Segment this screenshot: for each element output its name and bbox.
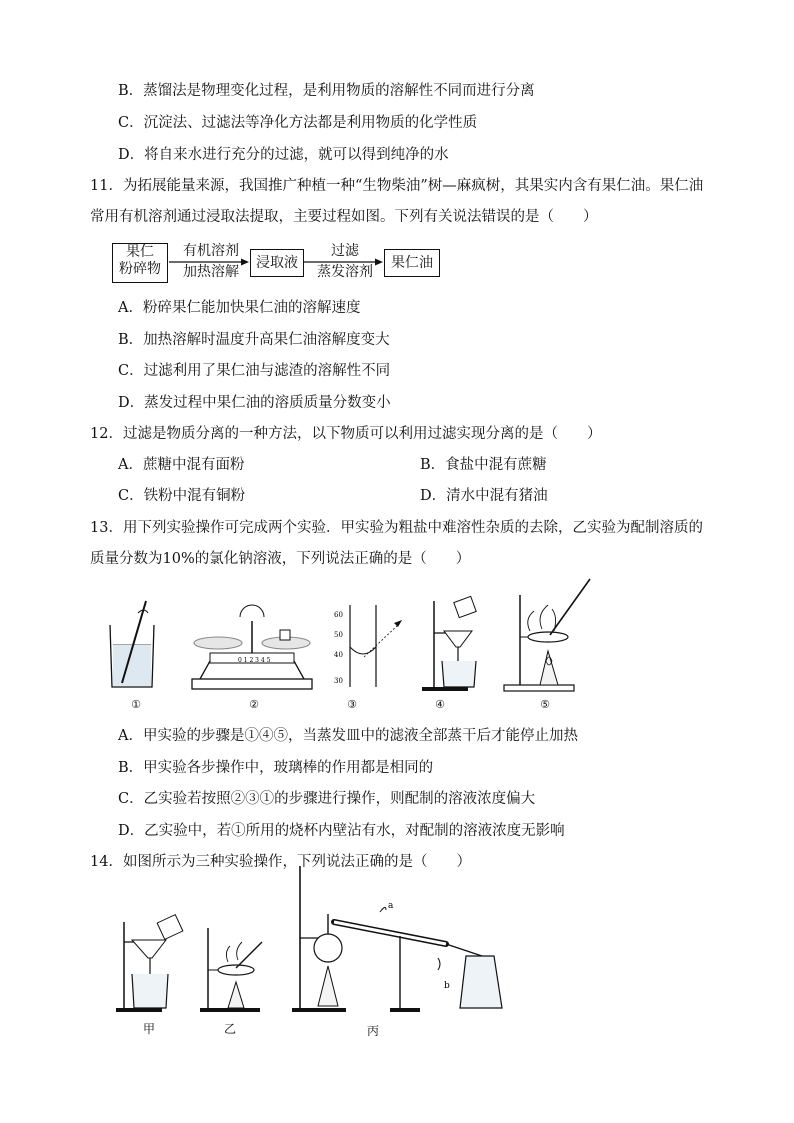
svg-text:60: 60 (334, 611, 343, 619)
svg-text:0 1 2 3 4 5: 0 1 2 3 4 5 (238, 657, 271, 664)
q13-option-a: A．甲实验的步骤是①④⑤，当蒸发皿中的滤液全部蒸干后才能停止加热 (118, 728, 578, 744)
flow-arrow2-top-label: 过滤 (331, 243, 359, 259)
svg-text:30: 30 (334, 677, 343, 685)
q13-stem-line1: 13．用下列实验操作可完成两个实验．甲实验为粗盐中难溶性杂质的去除，乙实验为配制溶质的 (90, 520, 703, 536)
q11-option-c: C．过滤利用了果仁油与滤渣的溶解性不同 (118, 363, 391, 379)
q14-apparatus-figure (110, 862, 510, 1022)
q12-option-a: A．蔗糖中混有面粉 (118, 457, 245, 473)
q13-option-c: C．乙实验若按照②③①的步骤进行操作，则配制的溶液浓度偏大 (118, 791, 536, 807)
q13-caption-1: ① (131, 698, 141, 711)
q13-option-b: B．甲实验各步操作中，玻璃棒的作用都是相同的 (118, 760, 434, 776)
q10-option-d: D．将自来水进行充分的过滤，就可以得到纯净的水 (118, 147, 449, 163)
flow-box-raw: 果仁 粉碎物 (112, 243, 168, 283)
q12-option-c: C．铁粉中混有铜粉 (118, 488, 246, 504)
q10-option-c: C．沉淀法、过滤法等净化方法都是利用物质的化学性质 (118, 115, 478, 131)
q14-caption-bing: 丙 (366, 1024, 379, 1038)
q13-stem-line2: 质量分数为10%的氯化钠溶液，下列说法正确的是（ ） (90, 551, 471, 567)
q11-option-a: A．粉碎果仁能加快果仁油的溶解速度 (118, 300, 361, 316)
evaporation-illustration (504, 579, 590, 691)
q13-caption-3: ③ (347, 698, 357, 711)
flow-box-extract: 浸取液 (250, 249, 304, 277)
q13-caption-2: ② (249, 698, 259, 711)
q11-stem-line1: 11．为拓展能量来源，我国推广种植一种“生物柴油”树—麻疯树，其果实内含有果仁油。果仁油 (90, 178, 704, 194)
q10-option-b: B．蒸馏法是物理变化过程，是利用物质的溶解性不同而进行分离 (118, 83, 535, 99)
q13-caption-4: ④ (435, 698, 445, 711)
svg-text:50: 50 (334, 631, 343, 639)
q12-stem: 12．过滤是物质分离的一种方法，以下物质可以利用过滤实现分离的是（ ） (90, 426, 602, 442)
flow-box-oil: 果仁油 (384, 249, 440, 277)
q14-caption-jia: 甲 (142, 1022, 155, 1036)
evaporation-apparatus-yi (200, 928, 262, 1012)
q14-stem: 14．如图所示为三种实验操作，下列说法正确的是（ ） (90, 854, 471, 870)
distillation-apparatus-bing (292, 866, 502, 1012)
filtration-apparatus-jia (116, 915, 183, 1012)
q11-option-b: B．加热溶解时温度升高果仁油溶解度变大 (118, 332, 390, 348)
q12-option-b: B．食盐中混有蔗糖 (420, 457, 547, 473)
svg-text:40: 40 (334, 651, 343, 659)
q13-caption-5: ⑤ (540, 698, 550, 711)
balance-illustration (192, 605, 312, 689)
flow-arrow1-bottom-label: 加热溶解 (183, 264, 239, 280)
q14-caption-yi: 乙 (223, 1022, 236, 1036)
beaker-stirring-illustration (110, 601, 154, 687)
q13-option-d: D．乙实验中，若①所用的烧杯内壁沾有水，对配制的溶液浓度无影响 (118, 823, 565, 839)
condenser-inlet-label-a: a (388, 901, 394, 911)
condenser-outlet-label-b: b (444, 981, 450, 991)
measuring-cylinder-illustration (334, 605, 402, 687)
q11-stem-line2: 常用有机溶剂通过浸取法提取，主要过程如图。下列有关说法错误的是（ ） (90, 209, 598, 225)
q12-option-d: D．清水中混有猪油 (420, 488, 548, 504)
flow-arrow1-top-label: 有机溶剂 (183, 243, 239, 259)
flow-arrow2-bottom-label: 蒸发溶剂 (317, 264, 373, 280)
q11-option-d: D．蒸发过程中果仁油的溶质质量分数变小 (118, 395, 391, 411)
q11-process-flowchart (110, 240, 450, 286)
filtration-illustration (422, 596, 476, 691)
